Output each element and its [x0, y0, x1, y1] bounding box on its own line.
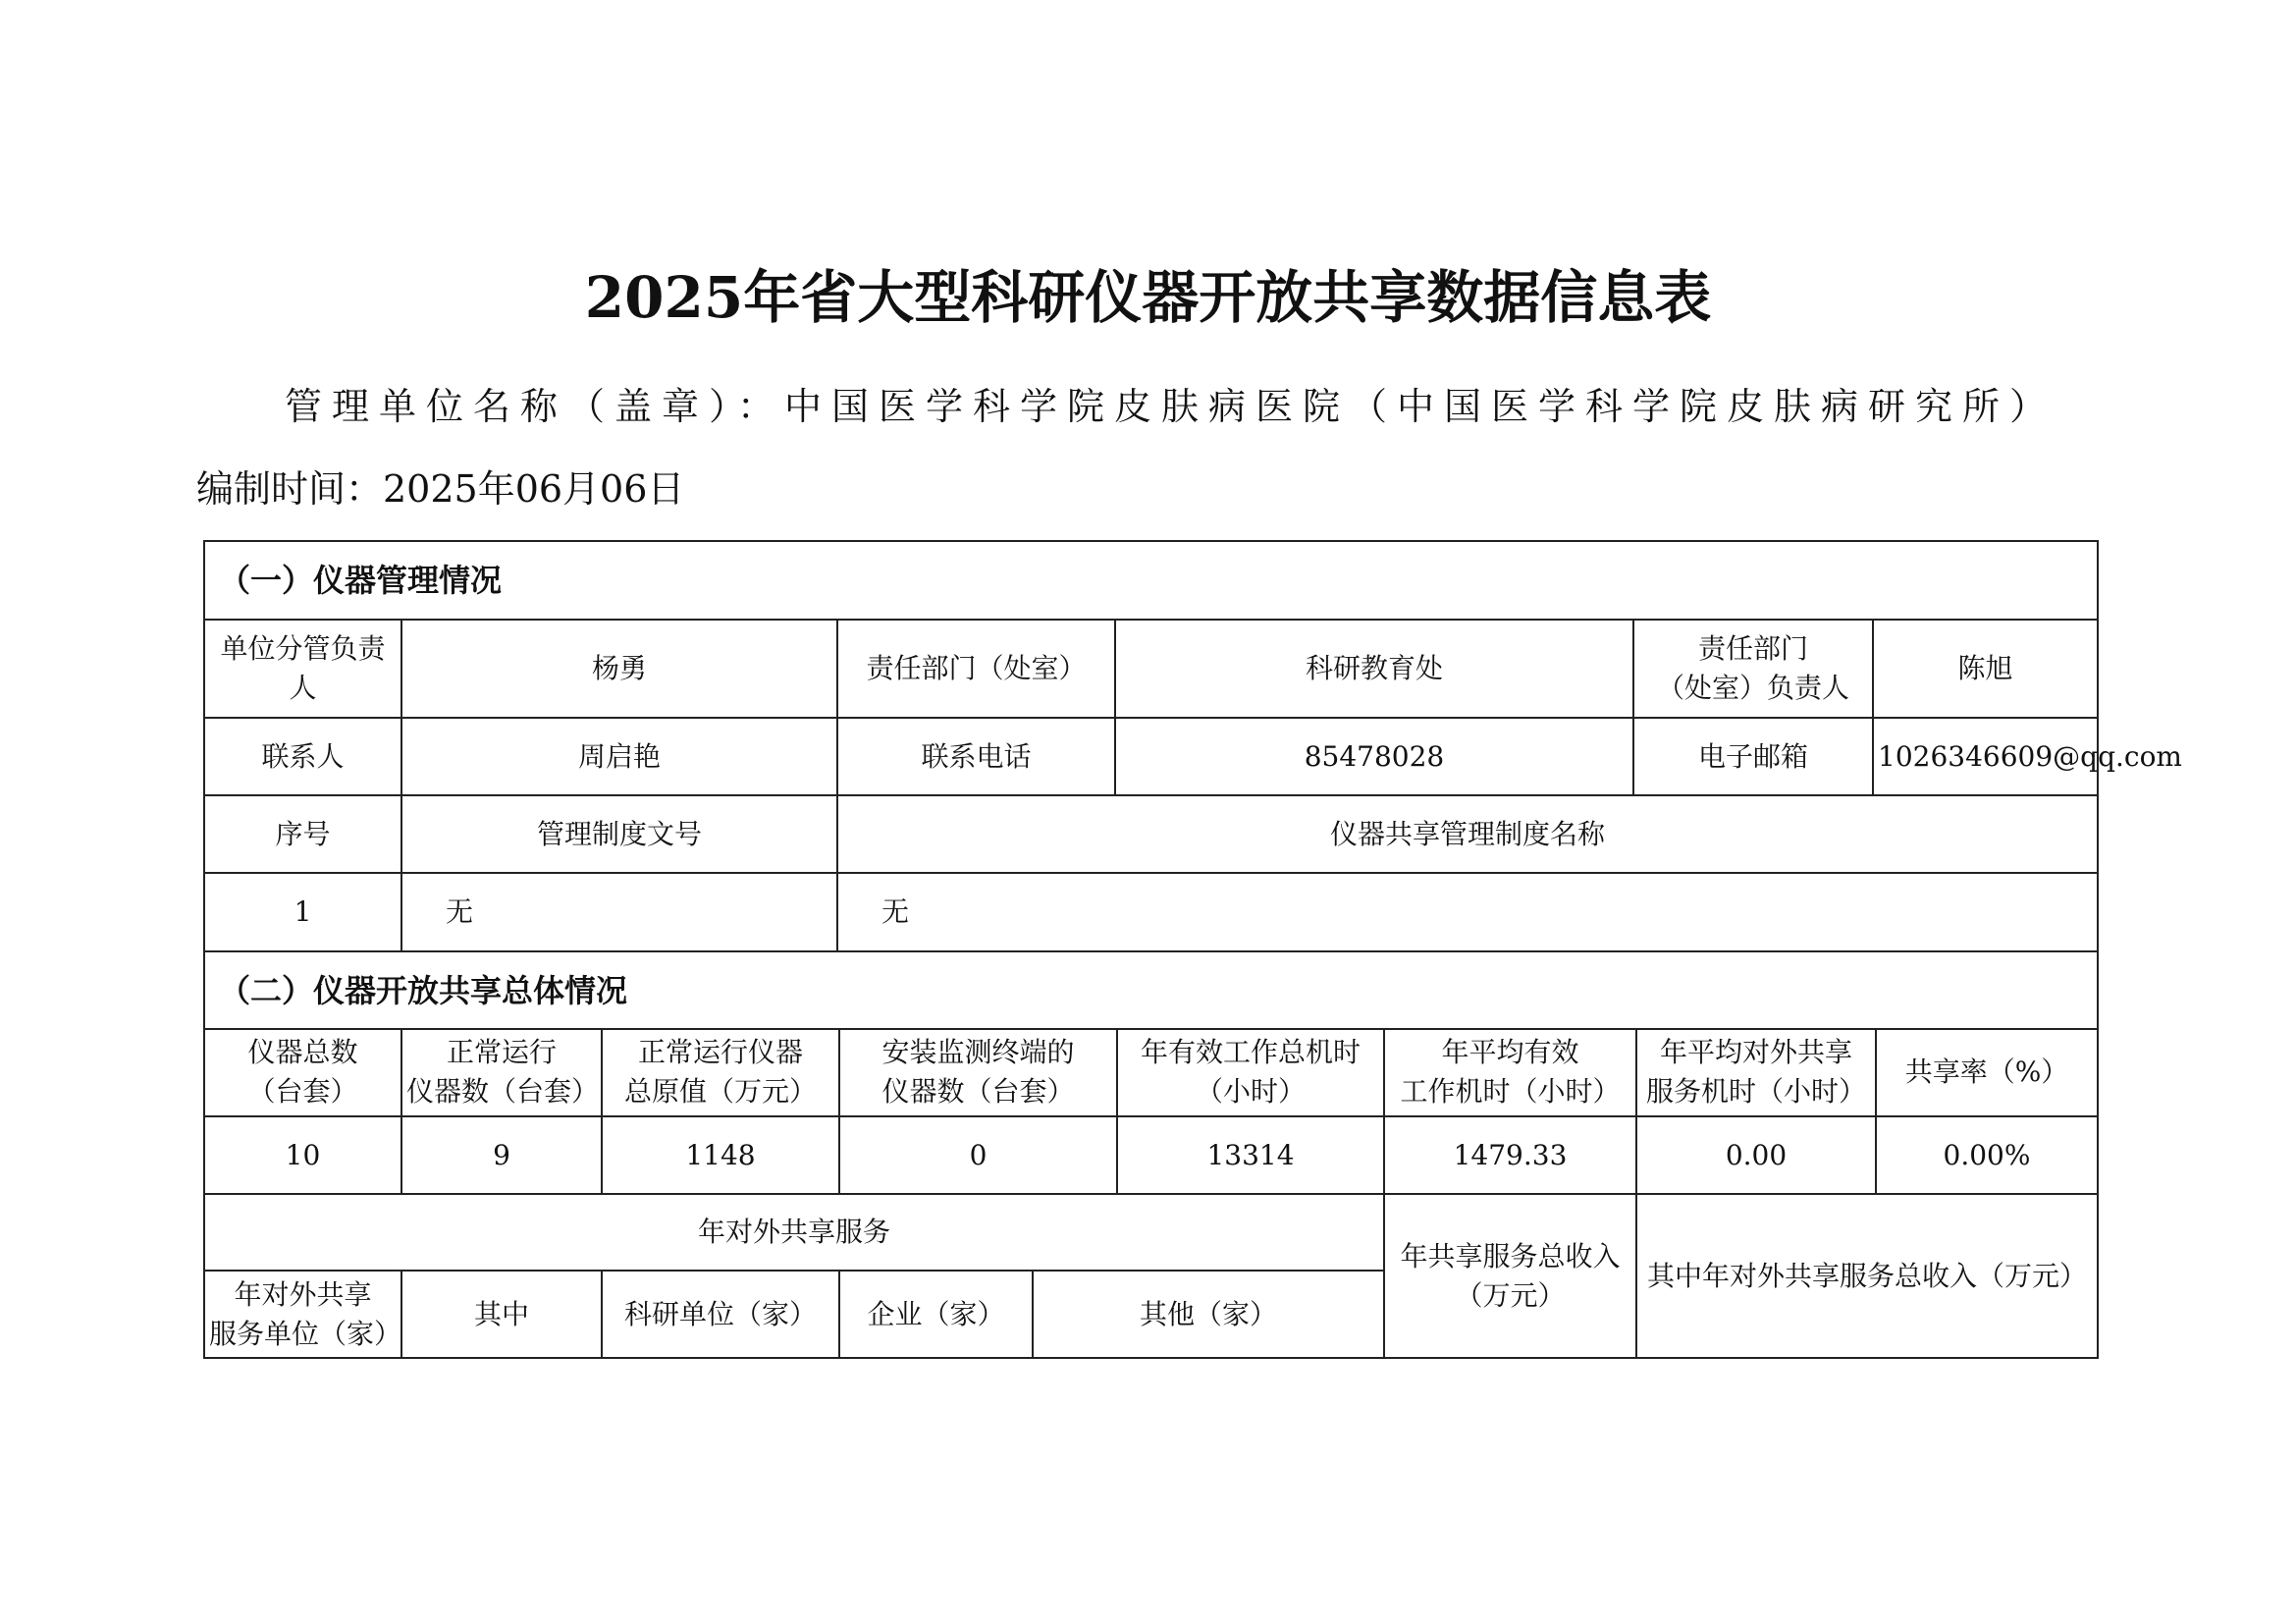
policy-name: 无: [837, 873, 2098, 951]
table-row: [204, 873, 2098, 951]
dept-head-value: 陈旭: [1873, 620, 2098, 718]
dept-head-label-line1: 责任部门: [1697, 632, 1808, 665]
external-income-header: 其中年对外共享服务总收入（万元）: [1636, 1194, 2098, 1358]
hdr-line: 年对外共享: [234, 1277, 372, 1311]
page-title: 2025年省大型科研仪器开放共享数据信息表: [584, 264, 1712, 331]
hdr-line: 年共享服务总收入: [1400, 1239, 1621, 1272]
dept-label: 责任部门（处室）: [837, 620, 1115, 718]
hdr-line: 仪器总数: [247, 1035, 358, 1068]
dept-head-label: [1633, 620, 1873, 718]
hdr-monitored-instruments: [839, 1028, 1117, 1116]
policy-name-header: 仪器共享管理制度名称: [837, 795, 2098, 873]
enterprise-header: 企业（家）: [839, 1271, 1033, 1358]
hdr-line: 服务机时（小时）: [1646, 1074, 1867, 1108]
hdr-line: 正常运行仪器: [637, 1035, 803, 1068]
hdr-total-instruments: [204, 1028, 401, 1116]
hdr-line: 服务单位（家）: [209, 1317, 402, 1350]
hdr-line: 仪器数（台套）: [881, 1074, 1075, 1108]
instrument-management-table: [203, 540, 2182, 1030]
val-total-instruments: 10: [204, 1116, 401, 1194]
service-units-header: [204, 1271, 401, 1358]
hdr-annual-hours: [1117, 1028, 1384, 1116]
val-monitored-instruments: 0: [839, 1116, 1117, 1194]
hdr-line: 工作机时（小时）: [1400, 1074, 1621, 1108]
policy-seq-header: 序号: [204, 795, 401, 873]
hdr-original-value: [602, 1028, 839, 1116]
hdr-running-instruments: [401, 1028, 602, 1116]
policy-docno-header: 管理制度文号: [401, 795, 837, 873]
val-avg-hours: 1479.33: [1384, 1116, 1636, 1194]
val-annual-hours: 13314: [1117, 1116, 1384, 1194]
hdr-line: 年有效工作总机时: [1141, 1035, 1362, 1068]
hdr-avg-external-hours: [1636, 1028, 1876, 1116]
hdr-line: 年平均有效: [1441, 1035, 1579, 1068]
policy-seq: 1: [204, 873, 401, 951]
compile-date-line: 编制时间：2025年06月06日: [196, 467, 685, 511]
external-service-header: 年对外共享服务: [204, 1194, 1384, 1271]
contact-label: 联系人: [204, 718, 401, 795]
table-row: [204, 1116, 2098, 1194]
of-which-header: 其中: [401, 1271, 602, 1358]
leader-value: 杨勇: [401, 620, 837, 718]
hdr-line: 正常运行: [446, 1035, 557, 1068]
hdr-avg-hours: [1384, 1028, 1636, 1116]
phone-value: 85478028: [1115, 718, 1633, 795]
hdr-line: （台套）: [247, 1074, 358, 1108]
hdr-line: （小时）: [1196, 1074, 1307, 1108]
hdr-line: 安装监测终端的: [881, 1035, 1075, 1068]
dept-value: 科研教育处: [1115, 620, 1633, 718]
email-value: 1026346609@qq.com: [1873, 718, 2098, 795]
val-avg-external-hours: 0.00: [1636, 1116, 1876, 1194]
val-running-instruments: 9: [401, 1116, 602, 1194]
policy-docno: 无: [401, 873, 837, 951]
hdr-line: （万元）: [1455, 1278, 1566, 1312]
hdr-line: 年平均对外共享: [1660, 1035, 1853, 1068]
hdr-line: 总原值（万元）: [623, 1074, 817, 1108]
email-label: 电子邮箱: [1633, 718, 1873, 795]
other-header: 其他（家）: [1033, 1271, 1384, 1358]
dept-head-label-line2: （处室）负责人: [1656, 672, 1849, 704]
phone-label: 联系电话: [837, 718, 1115, 795]
leader-label: 单位分管负责人: [204, 620, 401, 718]
hdr-sharing-rate: 共享率（%）: [1876, 1028, 2098, 1116]
research-units-header: 科研单位（家）: [602, 1271, 839, 1358]
val-original-value: 1148: [602, 1116, 839, 1194]
val-sharing-rate: 0.00%: [1876, 1116, 2098, 1194]
total-income-header: [1384, 1194, 1636, 1358]
open-sharing-table: [203, 1028, 2099, 1359]
contact-value: 周启艳: [401, 718, 837, 795]
hdr-line: 仪器数（台套）: [406, 1074, 600, 1108]
section1-heading: （一）仪器管理情况: [204, 541, 2098, 620]
section2-heading: （二）仪器开放共享总体情况: [204, 951, 2098, 1029]
management-unit-line: 管理单位名称（盖章）：中国医学科学院皮肤病医院（中国医学科学院皮肤病研究所）: [285, 385, 2057, 428]
